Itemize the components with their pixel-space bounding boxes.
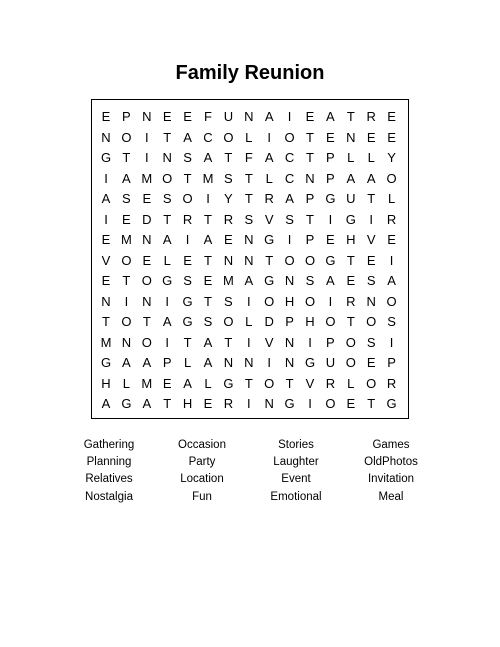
grid-letter: E (162, 375, 172, 391)
grid-letter: A (101, 191, 111, 207)
grid-letter: N (142, 293, 152, 309)
grid-letter: I (104, 170, 108, 186)
grid-letter: I (185, 232, 190, 248)
grid-letter: P (285, 314, 294, 330)
grid-letter: E (366, 129, 376, 145)
grid-letter: V (264, 334, 274, 350)
grid-letter: O (223, 129, 234, 145)
grid-letter: H (101, 375, 111, 391)
grid-row (92, 271, 408, 292)
grid-letter: T (163, 211, 172, 227)
grid-letter: O (182, 191, 193, 207)
grid-letter: E (346, 273, 356, 289)
grid-letter: A (162, 232, 172, 248)
grid-letter: I (144, 129, 149, 145)
grid-letter: T (204, 211, 212, 227)
grid-letter: T (346, 252, 355, 268)
grid-letter: A (387, 273, 396, 289)
grid-letter: L (163, 252, 171, 268)
grid-letter: M (100, 334, 112, 350)
grid-letter: O (264, 375, 275, 391)
grid-letter: V (305, 375, 315, 391)
grid-letter: S (285, 211, 294, 227)
word-list-item: Meal (378, 490, 404, 503)
grid-letter: I (124, 293, 129, 309)
grid-letter: H (305, 314, 315, 330)
grid-letter: O (264, 293, 275, 309)
grid-letter: P (387, 355, 396, 371)
grid-letter: F (244, 150, 253, 166)
grid-letter: A (122, 170, 131, 186)
grid-letter: A (142, 355, 152, 371)
grid-letter: D (142, 211, 152, 227)
grid-letter: I (267, 129, 271, 145)
grid-letter: S (183, 273, 192, 289)
grid-letter: C (284, 170, 295, 186)
grid-letter: O (121, 252, 132, 268)
grid-letter: O (304, 252, 316, 268)
grid-letter: E (366, 252, 376, 268)
grid-letter: O (366, 314, 377, 330)
grid-letter: E (346, 396, 356, 412)
grid-letter: S (162, 191, 172, 207)
grid-letter: E (101, 273, 111, 289)
grid-letter: T (142, 314, 151, 330)
grid-letter: O (121, 314, 132, 330)
grid-letter: O (366, 375, 377, 391)
grid-letter: R (182, 211, 193, 227)
grid-letter: G (100, 355, 112, 371)
grid-letter: T (306, 211, 314, 227)
grid-letter: A (366, 170, 376, 186)
grid-letter: T (102, 314, 110, 330)
grid-letter: P (305, 191, 315, 207)
grid-letter: T (346, 109, 355, 125)
grid-letter: T (163, 396, 172, 412)
grid-letter: E (224, 232, 233, 248)
word-list-item: Games (372, 439, 410, 451)
word-list-item: Emotional (270, 490, 322, 503)
grid-letter: M (202, 170, 214, 186)
word-list-item: Nostalgia (85, 490, 133, 503)
grid-letter: C (203, 129, 213, 145)
word-list-item: Occasion (178, 439, 226, 451)
grid-letter: O (284, 252, 295, 268)
grid-letter: I (287, 232, 292, 248)
word-list-item: Gathering (83, 439, 135, 451)
grid-letter: S (366, 273, 376, 289)
grid-letter: I (267, 355, 271, 371)
grid-letter: Y (387, 150, 396, 166)
grid-letter: E (387, 109, 396, 125)
grid-letter: A (264, 109, 274, 125)
grid-letter: L (245, 129, 253, 145)
grid-letter: O (141, 273, 152, 289)
grid-letter: M (141, 170, 153, 186)
word-list-item: Relatives (85, 473, 133, 486)
grid-letter: I (308, 334, 312, 350)
grid-letter: R (386, 375, 397, 391)
grid-letter: L (347, 375, 355, 391)
grid-letter: A (326, 273, 335, 289)
grid-letter: P (326, 150, 335, 166)
grid-letter: T (204, 252, 212, 268)
grid-letter: N (121, 334, 132, 350)
grid-letter: R (223, 396, 234, 412)
grid-letter: I (328, 293, 333, 309)
grid-row (92, 230, 408, 251)
grid-letter: O (121, 129, 132, 145)
grid-letter: T (265, 252, 274, 268)
grid-letter: E (366, 355, 376, 371)
grid-letter: P (162, 355, 172, 371)
grid-letter: E (162, 109, 172, 125)
grid-letter: E (142, 252, 152, 268)
grid-letter: N (101, 293, 111, 309)
grid-letter: N (244, 355, 254, 371)
grid-row (92, 189, 408, 210)
grid-letter: C (284, 150, 295, 166)
grid-letter: I (369, 211, 373, 227)
grid-letter: E (101, 109, 111, 125)
grid-letter: M (120, 232, 132, 248)
grid-letter: E (387, 129, 396, 145)
grid-letter: G (121, 396, 132, 412)
word-list-item: Location (180, 473, 224, 486)
grid-letter: T (285, 375, 294, 391)
grid-letter: O (386, 170, 397, 186)
grid-letter: U (325, 355, 336, 371)
grid-letter: G (264, 273, 275, 289)
grid-letter: A (183, 129, 192, 145)
grid-letter: M (222, 273, 234, 289)
grid-letter: G (182, 293, 193, 309)
grid-letter: T (367, 396, 376, 412)
grid-letter: M (141, 375, 153, 391)
grid-letter: L (265, 170, 273, 186)
grid-letter: I (287, 109, 292, 125)
grid-letter: A (183, 375, 192, 391)
grid-letter: L (367, 150, 375, 166)
grid-letter: A (162, 314, 172, 330)
grid-letter: S (224, 293, 233, 309)
grid-letter: R (386, 211, 397, 227)
grid-letter: E (326, 129, 335, 145)
grid-letter: I (246, 334, 251, 350)
grid-letter: O (284, 129, 295, 145)
grid-letter: L (347, 150, 355, 166)
grid-letter: R (325, 375, 336, 391)
grid-letter: N (223, 355, 234, 371)
grid-letter: O (141, 334, 152, 350)
grid-letter: N (244, 252, 254, 268)
grid-letter: G (100, 150, 112, 166)
grid-row (92, 312, 408, 333)
grid-letter: T (244, 170, 253, 186)
grid-letter: T (204, 293, 212, 309)
grid-row (92, 353, 408, 374)
grid-letter: T (224, 334, 233, 350)
grid-letter: A (326, 109, 335, 125)
grid-letter: O (345, 334, 356, 350)
grid-letter: L (122, 375, 130, 391)
grid-letter: V (264, 211, 274, 227)
grid-letter: P (122, 109, 131, 125)
grid-letter: A (264, 150, 274, 166)
grid-letter: R (223, 211, 234, 227)
grid-letter: G (264, 232, 275, 248)
grid-letter: E (203, 273, 213, 289)
grid-letter: E (101, 232, 111, 248)
grid-letter: L (245, 314, 253, 330)
grid-letter: G (325, 252, 336, 268)
grid-letter: A (101, 396, 111, 412)
grid-letter: N (284, 355, 295, 371)
grid-letter: R (346, 293, 356, 309)
word-list-item: Fun (192, 490, 212, 503)
grid-letter: G (162, 273, 173, 289)
grid-letter: O (162, 170, 173, 186)
grid-letter: T (306, 129, 314, 145)
word-list-item: OldPhotos (364, 456, 418, 469)
grid-letter: R (366, 109, 376, 125)
word-list-item: Stories (278, 439, 314, 451)
grid-letter: G (325, 191, 336, 207)
grid-letter: N (244, 232, 254, 248)
grid-letter: H (284, 293, 295, 309)
word-list-item: Planning (86, 456, 132, 469)
grid-letter: I (206, 191, 210, 207)
grid-letter: A (203, 232, 213, 248)
grid-letter: P (305, 232, 315, 248)
grid-letter: S (387, 314, 396, 330)
grid-letter: I (389, 252, 394, 268)
grid-letter: G (182, 314, 193, 330)
grid-letter: I (328, 211, 333, 227)
grid-letter: I (246, 396, 251, 412)
grid-letter: I (165, 334, 169, 350)
grid-letter: A (122, 355, 131, 371)
grid-row (92, 107, 408, 128)
grid-letter: S (203, 314, 213, 330)
grid-letter: G (345, 211, 356, 227)
grid-letter: O (223, 314, 234, 330)
grid-letter: I (246, 293, 251, 309)
grid-letter: E (183, 109, 192, 125)
grid-letter: I (104, 211, 108, 227)
grid-letter: N (346, 129, 356, 145)
grid-letter: I (308, 396, 312, 412)
grid-letter: T (224, 150, 233, 166)
grid-letter: F (204, 109, 212, 125)
grid-row (92, 210, 408, 231)
grid-row (92, 169, 408, 190)
grid-letter: O (345, 355, 356, 371)
grid-letter: U (223, 109, 234, 125)
grid-letter: V (101, 252, 111, 268)
grid-letter: O (386, 293, 397, 309)
grid-letter: N (305, 170, 315, 186)
letter-grid (91, 99, 409, 419)
word-list-item: Party (188, 456, 216, 469)
grid-letter: N (142, 109, 152, 125)
grid-letter: T (183, 170, 192, 186)
word-list-column (336, 437, 446, 506)
grid-letter: T (367, 191, 376, 207)
grid-letter: L (204, 375, 212, 391)
grid-letter: D (264, 314, 274, 330)
grid-letter: S (305, 273, 315, 289)
grid-letter: S (122, 191, 131, 207)
puzzle-title: Family Reunion (175, 62, 325, 84)
grid-letter: R (264, 191, 274, 207)
grid-letter: T (346, 314, 355, 330)
grid-letter: G (284, 396, 295, 412)
grid-letter: T (244, 375, 253, 391)
grid-row (92, 148, 408, 169)
grid-letter: N (366, 293, 376, 309)
grid-letter: P (326, 170, 335, 186)
grid-letter: T (183, 334, 192, 350)
grid-row (92, 292, 408, 313)
grid-letter: S (244, 211, 254, 227)
grid-letter: S (224, 170, 233, 186)
grid-row (92, 374, 408, 395)
grid-letter: E (326, 232, 335, 248)
grid-letter: S (183, 150, 192, 166)
grid-letter: L (387, 191, 396, 207)
grid-letter: E (183, 252, 192, 268)
grid-letter: E (203, 396, 213, 412)
grid-letter: N (264, 396, 274, 412)
grid-row (92, 128, 408, 149)
grid-letter: N (223, 252, 234, 268)
grid-letter: O (304, 293, 316, 309)
word-list-column (241, 437, 351, 506)
grid-letter: N (162, 150, 172, 166)
grid-letter: T (244, 191, 253, 207)
grid-letter: U (346, 191, 356, 207)
grid-letter: A (244, 273, 254, 289)
grid-letter: A (203, 334, 213, 350)
grid-letter: G (386, 396, 397, 412)
grid-letter: H (346, 232, 356, 248)
word-list-item: Event (281, 473, 311, 486)
grid-letter: N (284, 334, 295, 350)
grid-row (92, 333, 408, 354)
grid-letter: N (244, 109, 254, 125)
grid-letter: G (223, 375, 234, 391)
grid-letter: I (165, 293, 169, 309)
grid-letter: N (142, 232, 152, 248)
grid-letter: L (183, 355, 192, 371)
grid-letter: E (142, 191, 152, 207)
grid-letter: T (122, 273, 131, 289)
grid-letter: P (326, 334, 335, 350)
grid-letter: T (306, 150, 314, 166)
grid-letter: N (101, 129, 111, 145)
grid-letter: A (142, 396, 152, 412)
grid-letter: A (285, 191, 294, 207)
grid-letter: E (122, 211, 131, 227)
grid-letter: H (182, 396, 193, 412)
grid-letter: V (366, 232, 376, 248)
grid-letter: E (387, 232, 396, 248)
grid-letter: A (346, 170, 356, 186)
grid-letter: N (284, 273, 295, 289)
grid-letter: E (305, 109, 315, 125)
grid-letter: S (366, 334, 376, 350)
grid-letter: O (325, 314, 336, 330)
grid-row (92, 394, 408, 415)
grid-row (92, 251, 408, 272)
word-list-item: Invitation (367, 473, 415, 486)
grid-letter: A (203, 355, 213, 371)
grid-letter: Y (224, 191, 233, 207)
grid-letter: G (304, 355, 316, 371)
grid-letter: I (389, 334, 394, 350)
grid-letter: I (144, 150, 149, 166)
word-list-item: Laughter (273, 456, 319, 469)
grid-letter: A (203, 150, 213, 166)
grid-letter: T (163, 129, 172, 145)
grid-letter: T (122, 150, 131, 166)
grid-letter: O (325, 396, 336, 412)
